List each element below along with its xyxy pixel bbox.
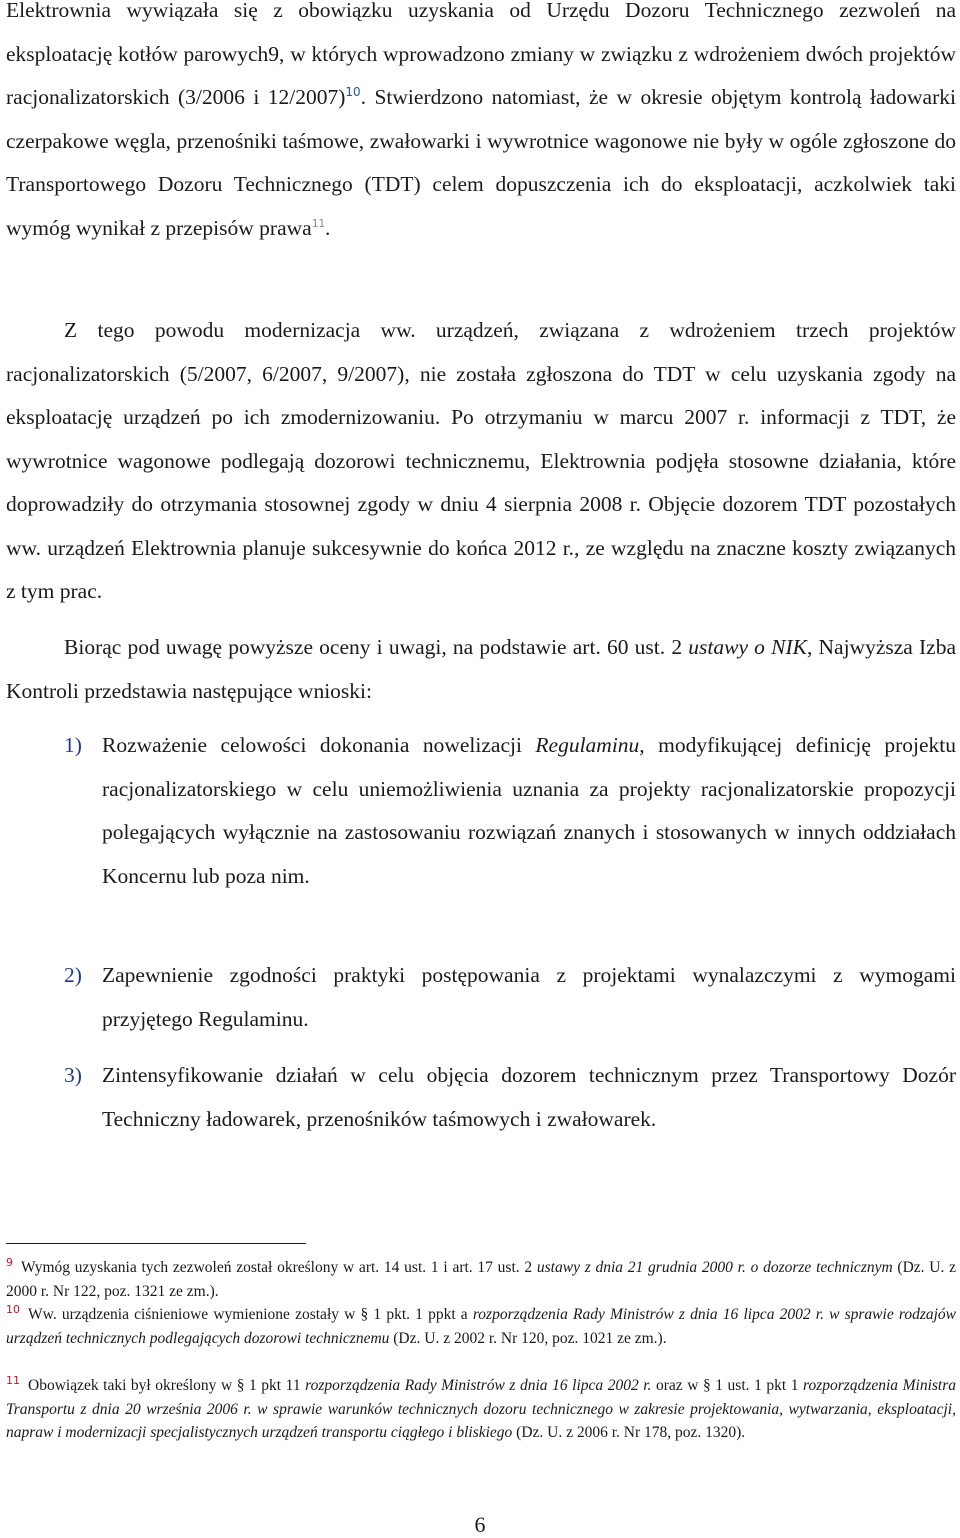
paragraph-text: Elektrownia wywiązała się z obowiązku uzyskania od Urzędu Dozoru Technicznego zezwoleń na eksploatację kotłów parowych9, w których wprowadzono zmiany w związku z wdrożeniem dwóch projektów racjonalizatorskich (3/2006 i 12/2007) [6,0,956,109]
list-text: Zintensyfikowanie działań w celu objęcia dozorem technicznym przez Transportowy Dozór Techniczny ładowarek, przenośników taśmowych i zwałowarek. [102,1063,956,1131]
conclusion-item-1 [64,724,956,898]
footnote-9 [6,1256,956,1303]
paragraph-text: , Najwyższa Izba Kontroli przedstawia następujące wnioski: [6,635,956,703]
footnote-text: Wymóg uzyskania tych zezwoleń został określony w art. 14 ust. 1 i art. 17 ust. 2 [21,1259,537,1276]
page-number: 6 [474,1512,486,1537]
footnote-10 [6,1303,956,1350]
list-text: Zapewnienie zgodności praktyki postępowania z projektami wynalazczymi z wymogami przyjętego Regulaminu. [102,963,956,1031]
footnote-text: (Dz. U. z 2006 r. Nr 178, poz. 1320). [512,1424,746,1441]
footnote-text: (Dz. U. z 2000 r. Nr 122, poz. 1321 ze zm.). [6,1259,956,1300]
conclusions-list-2 [64,954,956,1041]
paragraph-text: Biorąc pod uwagę powyższe oceny i uwagi, na podstawie art. 60 ust. 2 [64,635,689,659]
conclusion-item-3 [64,1054,956,1141]
footnote-law: rozporządzenia Rady Ministrów z dnia 16 lipca 2002 r. w sprawie rodzajów urządzeń technicznych podlegających dozorowi technicznemu [6,1306,956,1347]
footnote-number: 10 [6,1302,20,1316]
footnote-text: oraz w § 1 ust. 1 pkt 1 [651,1377,804,1394]
footnote-text: Ww. urządzenia ciśnieniowe wymienione zostały w § 1 pkt. 1 ppkt a [28,1306,473,1323]
list-text: modyfikującej definicję projektu racjonalizatorskiego w celu uniemożliwienia uznania za projekty racjonalizatorskie propozycji polegających wyłącznie na zastosowaniu rozwiązań znanych i stosowanych w innych oddziałach Koncernu lub poza nim. [102,733,956,888]
footnote-number: 11 [6,1373,20,1387]
law-reference: ustawy o NIK [688,635,807,659]
footnote-ref-10[interactable]: 10 [345,84,361,99]
footnote-11 [6,1374,956,1445]
paragraph-wnioski-intro [6,626,956,713]
footnote-law: rozporządzenia Ministra Transportu z dnia 20 września 2006 r. w sprawie warunków technicznych dozoru technicznego w zakresie projektowania, wytwarzania, eksploatacji, napraw i modernizacji specjalistycznych urządzeń transportu ciągłego i bliskiego [6,1377,956,1441]
conclusion-item-2 [64,954,956,1041]
paragraph-kotly [6,0,956,250]
paragraph-modernizacja: Z tego powodu modernizacja ww. urządzeń, związana z wdrożeniem trzech projektów racjonalizatorskich (5/2007, 6/2007, 9/2007), nie została zgłoszona do TDT w celu uzyskania zgody na eksploatację urządzeń po ich zmodernizowaniu. Po otrzymaniu w marcu 2007 r. informacji z TDT, że wywrotnice wagonowe podlegają dozorowi technicznemu, Elektrownia podjęła stosowne działania, które doprowadziły do otrzymania stosownej zgody w dniu 4 sierpnia 2008 r. Objęcie dozorem TDT pozostałych ww. urządzeń Elektrownia planuje sukcesywnie do końca 2012 r., ze względu na znaczne koszty związanych z tym prac. [6,318,956,603]
list-number: 2) [64,963,82,987]
conclusions-list [64,724,956,898]
footnote-law: rozporządzenia Rady Ministrów z dnia 16 lipca 2002 r. [305,1377,652,1394]
regulation-reference: Regulaminu, [535,733,645,757]
list-number: 3) [64,1063,82,1087]
footnote-separator [6,1243,306,1244]
paragraph-text: . [324,215,331,240]
list-text: Rozważenie celowości dokonania nowelizacji [102,733,536,757]
conclusions-list-3 [64,1054,956,1141]
footnote-law: ustawy z dnia 21 grudnia 2000 r. o dozorze technicznym [536,1259,893,1276]
footnote-number: 9 [6,1255,13,1269]
footnote-ref-11[interactable]: 11 [311,216,325,230]
paragraph-text: . Stwierdzono natomiast, że w okresie objętym kontrolą ładowarki czerpakowe węgla, przenośniki taśmowe, zwałowarki i wywrotnice wagonowe nie były w ogóle zgłoszone do Transportowego Dozoru Technicznego (TDT) celem dopuszczenia ich do eksploatacji, aczkolwiek taki wymóg wynikał z przepisów prawa [6,85,956,240]
footnote-text: (Dz. U. z 2002 r. Nr 120, poz. 1021 ze zm.). [389,1329,667,1347]
list-number: 1) [64,733,82,757]
footnote-text: Obowiązek taki był określony w § 1 pkt 11 [28,1377,306,1394]
